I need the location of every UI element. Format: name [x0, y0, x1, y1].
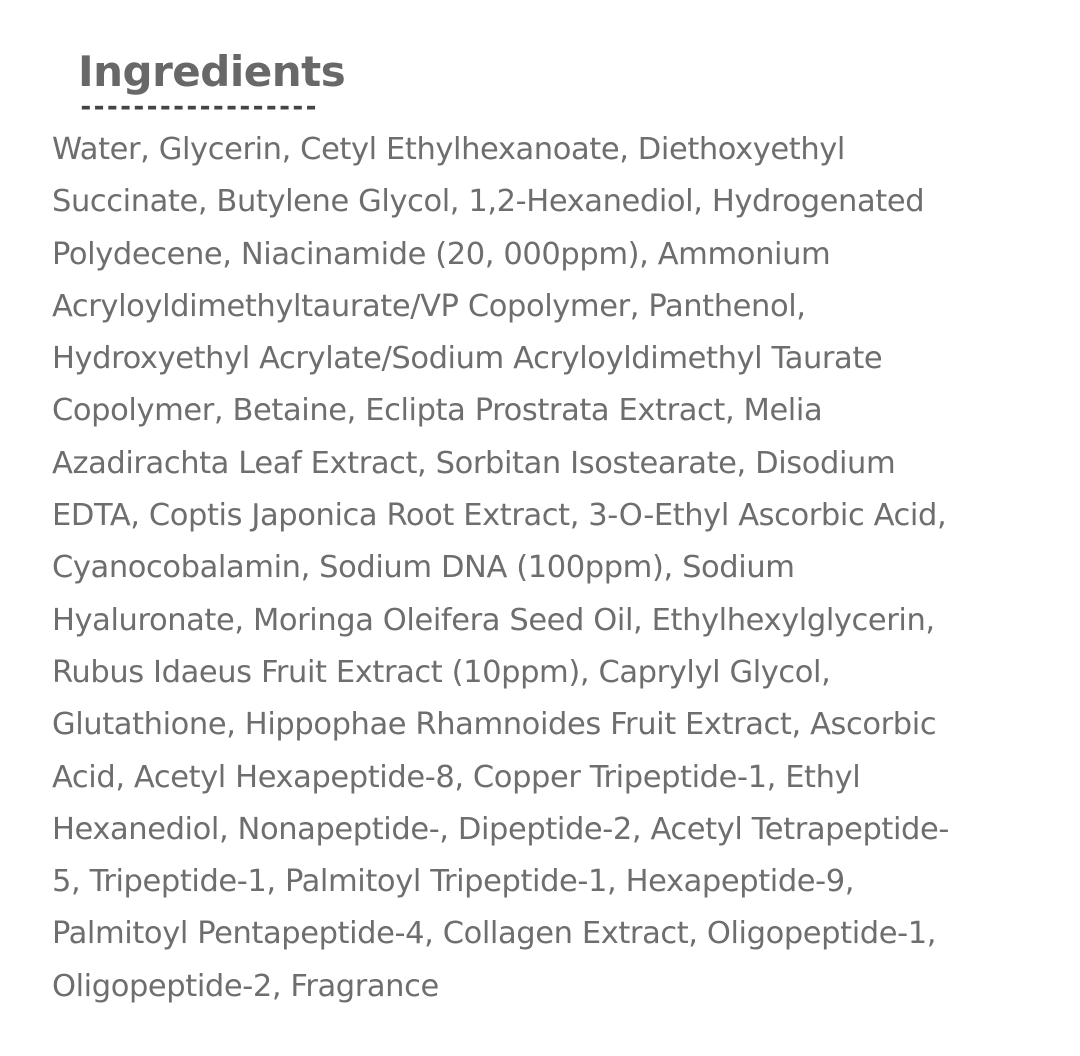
ingredients-line: Oligopeptide-2, Fragrance: [52, 968, 439, 1004]
ingredients-line: Acryloyldimethyltaurate/VP Copolymer, Panthenol,: [52, 288, 806, 324]
ingredients-line: Azadirachta Leaf Extract, Sorbitan Isostearate, Disodium: [52, 445, 896, 481]
ingredients-line: Hydroxyethyl Acrylate/Sodium Acryloyldimethyl Taurate: [52, 341, 883, 377]
ingredients-line: Rubus Idaeus Fruit Extract (10ppm), Caprylyl Glycol,: [52, 654, 831, 690]
ingredients-line: Copolymer, Betaine, Eclipta Prostrata Extract, Melia: [52, 393, 823, 429]
ingredients-line: Glutathione, Hippophae Rhamnoides Fruit Extract, Ascorbic: [52, 707, 937, 743]
ingredients-line: Water, Glycerin, Cetyl Ethylhexanoate, Diethoxyethyl: [52, 132, 846, 167]
ingredients-line: Hexanediol, Nonapeptide-, Dipeptide-2, Acetyl Tetrapeptide-: [52, 811, 949, 847]
ingredients-list: [52, 124, 1052, 1013]
ingredients-line: Cyanocobalamin, Sodium DNA (100ppm), Sodium: [52, 550, 795, 586]
ingredients-line: 5, Tripeptide-1, Palmitoyl Tripeptide-1, Hexapeptide-9,: [52, 864, 855, 900]
ingredients-line: Polydecene, Niacinamide (20, 000ppm), Ammonium: [52, 236, 831, 272]
ingredients-line: Palmitoyl Pentapeptide-4, Collagen Extract, Oligopeptide-1,: [52, 916, 936, 952]
ingredients-line: Succinate, Butylene Glycol, 1,2-Hexanediol, Hydrogenated: [52, 184, 925, 220]
ingredients-line: Hyaluronate, Moringa Oleifera Seed Oil, Ethylhexylglycerin,: [52, 602, 935, 638]
section-heading: Ingredients: [78, 47, 346, 96]
ingredients-line: Acid, Acetyl Hexapeptide-8, Copper Tripeptide-1, Ethyl: [52, 759, 861, 795]
heading-dashed-underline: ------------------: [78, 94, 317, 120]
ingredients-line: EDTA, Coptis Japonica Root Extract, 3-O-Ethyl Ascorbic Acid,: [52, 498, 947, 534]
